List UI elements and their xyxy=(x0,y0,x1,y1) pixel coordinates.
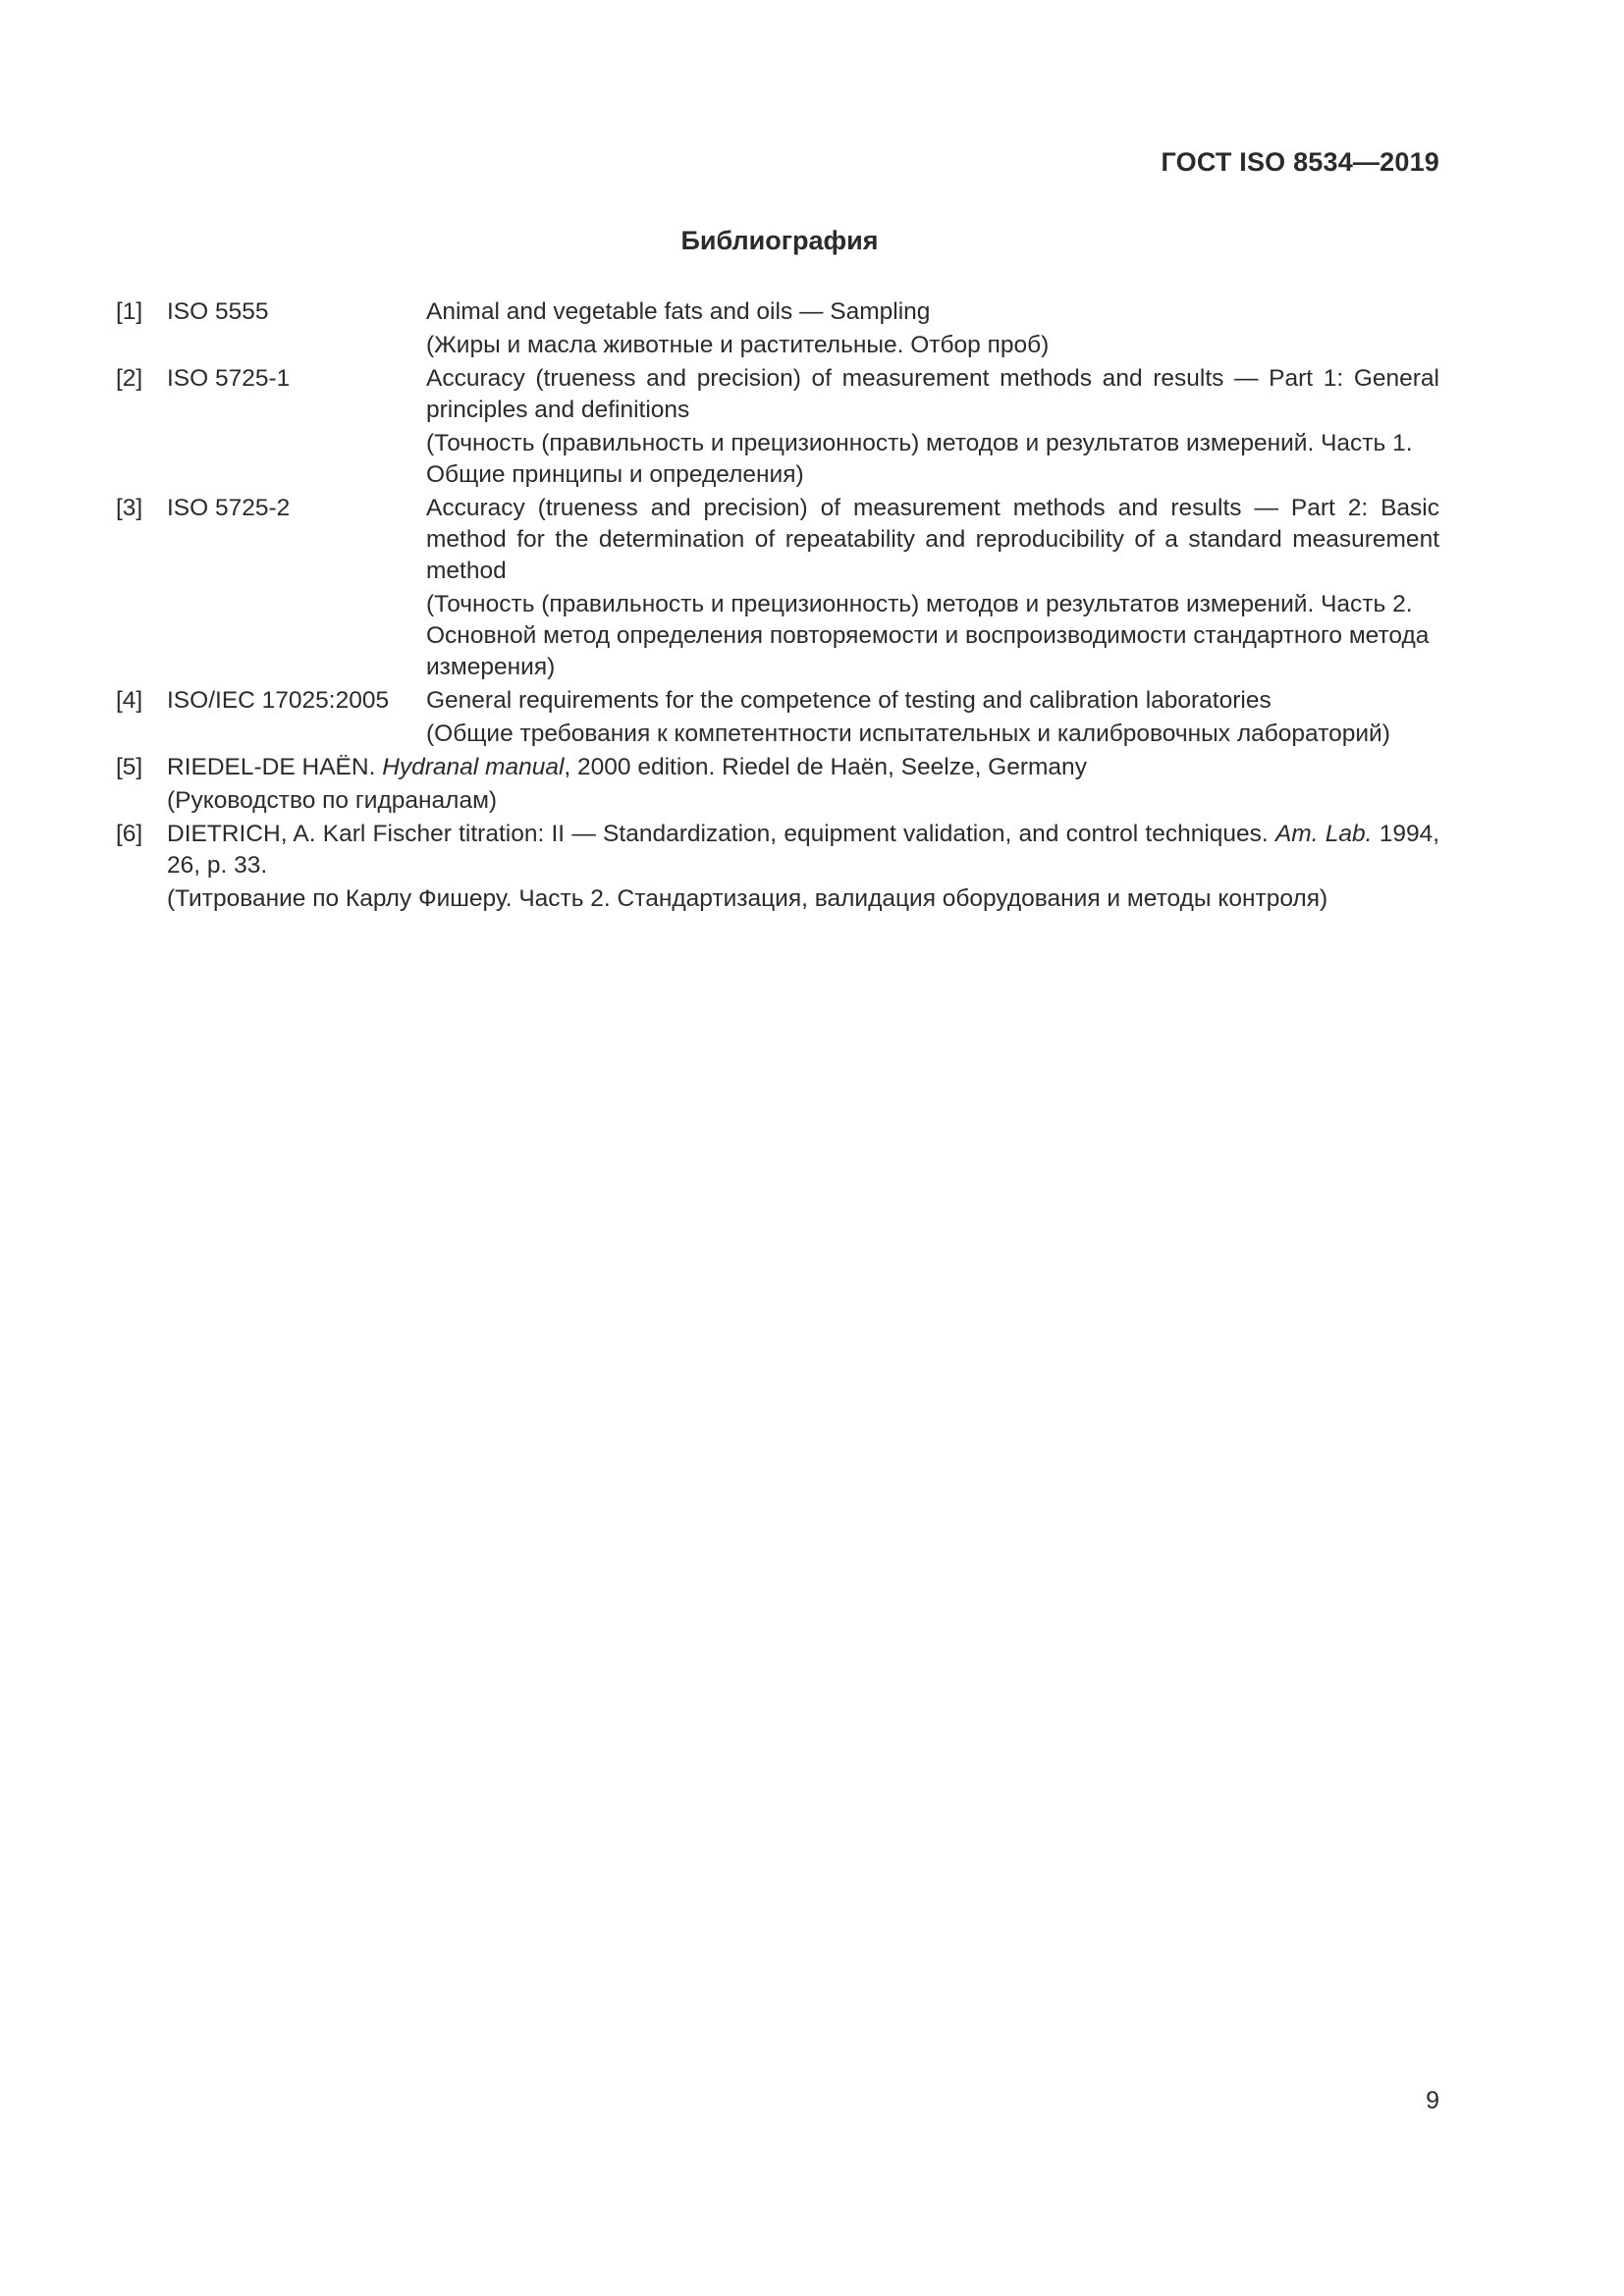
page-number: 9 xyxy=(1426,2087,1439,2114)
document-code: ГОСТ ISO 8534—2019 xyxy=(1161,147,1439,177)
reference-number: [6] xyxy=(116,821,143,847)
reference-6 xyxy=(116,819,1439,915)
reference-journal: Am. Lab. xyxy=(1274,821,1373,847)
reference-5 xyxy=(116,752,1439,817)
reference-citation xyxy=(167,819,1439,881)
reference-title-ru: (Точность (правильность и прецизионность) методов и результатов измерений. Часть 1. Общие принципы и определения) xyxy=(426,430,1413,488)
reference-work: Hydranal manual xyxy=(382,754,565,780)
reference-number: [1] xyxy=(116,298,143,325)
reference-title-en: General requirements for the competence of testing and calibration laboratories xyxy=(426,687,1272,714)
reference-title-en: Accuracy (trueness and precision) of measurement methods and results — Part 1: General principles and definitions xyxy=(426,365,1439,423)
reference-standard: ISO 5725-1 xyxy=(167,365,291,392)
page-title: Библиография xyxy=(680,226,879,255)
reference-title-en: Accuracy (trueness and precision) of measurement methods and results — Part 2: Basic method for the determination of repeatability and reproducibility of a standard measurement method xyxy=(426,495,1439,584)
reference-1 xyxy=(116,296,1439,361)
reference-details: 1994, 26, p. 33. xyxy=(167,821,1439,879)
reference-4 xyxy=(116,685,1439,750)
reference-author: RIEDEL-DE HAËN. xyxy=(167,754,376,780)
reference-number: [5] xyxy=(116,754,143,780)
reference-title-ru: (Точность (правильность и прецизионность) методов и результатов измерений. Часть 2. Основной метод определения повторяемости и воспроизводимости стандартного метода измерения) xyxy=(426,591,1430,680)
reference-number: [3] xyxy=(116,495,143,521)
reference-3 xyxy=(116,493,1439,683)
reference-standard: ISO 5555 xyxy=(167,298,269,325)
reference-title-en: Animal and vegetable fats and oils — Sampling xyxy=(426,298,931,325)
reference-standard: ISO/IEC 17025:2005 xyxy=(167,687,390,714)
reference-details: , 2000 edition. Riedel de Haën, Seelze, Germany xyxy=(564,754,1087,780)
reference-title-ru: (Титрование по Карлу Фишеру. Часть 2. Стандартизация, валидация оборудования и методы контроля) xyxy=(167,885,1328,912)
reference-2 xyxy=(116,363,1439,491)
reference-number: [4] xyxy=(116,687,143,714)
reference-text: DIETRICH, A. Karl Fischer titration: II — Standardization, equipment validation, and control techniques. xyxy=(167,821,1269,847)
reference-title-ru: (Жиры и масла животные и растительные. Отбор проб) xyxy=(426,332,1050,358)
reference-title-ru: (Руководство по гидраналам) xyxy=(167,787,498,814)
reference-number: [2] xyxy=(116,365,143,392)
reference-standard: ISO 5725-2 xyxy=(167,495,291,521)
reference-title-ru: (Общие требования к компетентности испытательных и калибровочных лабораторий) xyxy=(426,721,1390,747)
reference-citation xyxy=(167,752,1439,783)
bibliography-list xyxy=(116,296,1439,915)
